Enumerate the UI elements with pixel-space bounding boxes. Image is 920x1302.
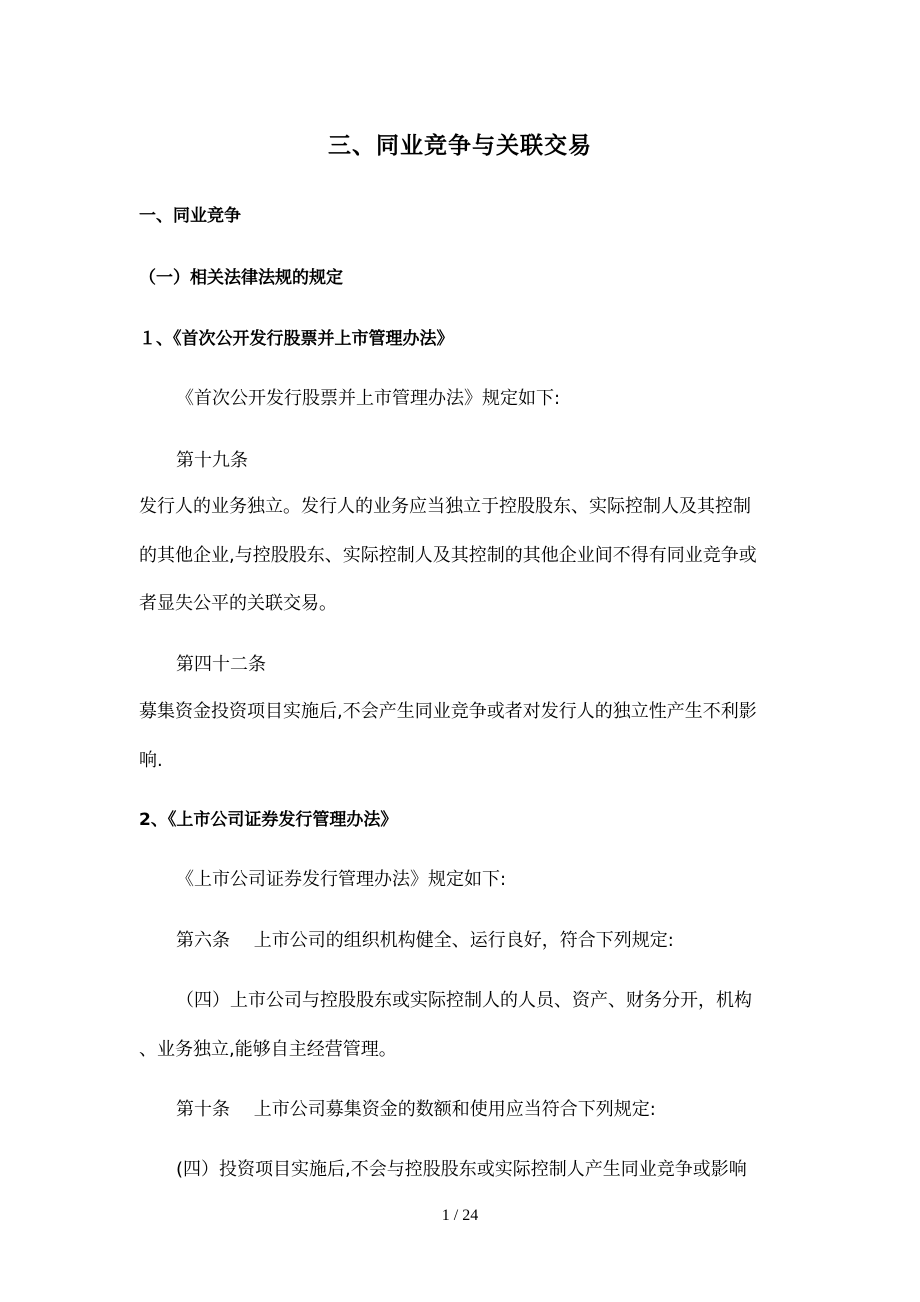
- item-intro-listed-company-measures: 《上市公司证券发行管理办法》规定如下:: [176, 869, 507, 890]
- subsection-heading-regulations: （一）相关法律法规的规定: [139, 268, 343, 288]
- article-19-text-line-3: 者显失公平的关联交易。: [139, 593, 337, 614]
- article-19-text-line-1: 发行人的业务独立。发行人的业务应当独立于控股股东、实际控制人及其控制: [139, 496, 751, 517]
- article-10-item-4-line-1: (四）投资项目实施后,不会与控股股东或实际控制人产生同业竞争或影响: [176, 1159, 747, 1180]
- document-title: 三、同业竞争与关联交易: [328, 133, 592, 159]
- article-6-text: 第六条 上市公司的组织机构健全、运行良好，符合下列规定:: [176, 930, 674, 951]
- article-42-text-line-2: 响.: [139, 750, 163, 771]
- page-number: 1 / 24: [441, 1207, 479, 1224]
- article-19-text-line-2: 的其他企业,与控股股东、实际控制人及其控制的其他企业间不得有同业竞争或: [139, 545, 757, 566]
- article-6-item-4-line-1: （四）上市公司与控股股东或实际控制人的人员、资产、财务分开，机构: [176, 990, 752, 1011]
- item-intro-ipo-measures: 《首次公开发行股票并上市管理办法》规定如下:: [176, 388, 561, 409]
- item-heading-listed-company-measures: 2、《上市公司证券发行管理办法》: [139, 810, 398, 830]
- article-10-text: 第十条 上市公司募集资金的数额和使用应当符合下列规定:: [176, 1099, 656, 1120]
- article-19-title: 第十九条: [176, 450, 248, 471]
- item-heading-ipo-measures: １、《首次公开发行股票并上市管理办法》: [139, 329, 454, 349]
- article-42-title: 第四十二条: [176, 654, 266, 675]
- article-6-item-4-line-2: 、业务独立,能够自主经营管理。: [139, 1039, 397, 1060]
- article-42-text-line-1: 募集资金投资项目实施后,不会产生同业竞争或者对发行人的独立性产生不利影: [139, 701, 757, 722]
- section-heading-competition: 一、同业竞争: [139, 206, 241, 226]
